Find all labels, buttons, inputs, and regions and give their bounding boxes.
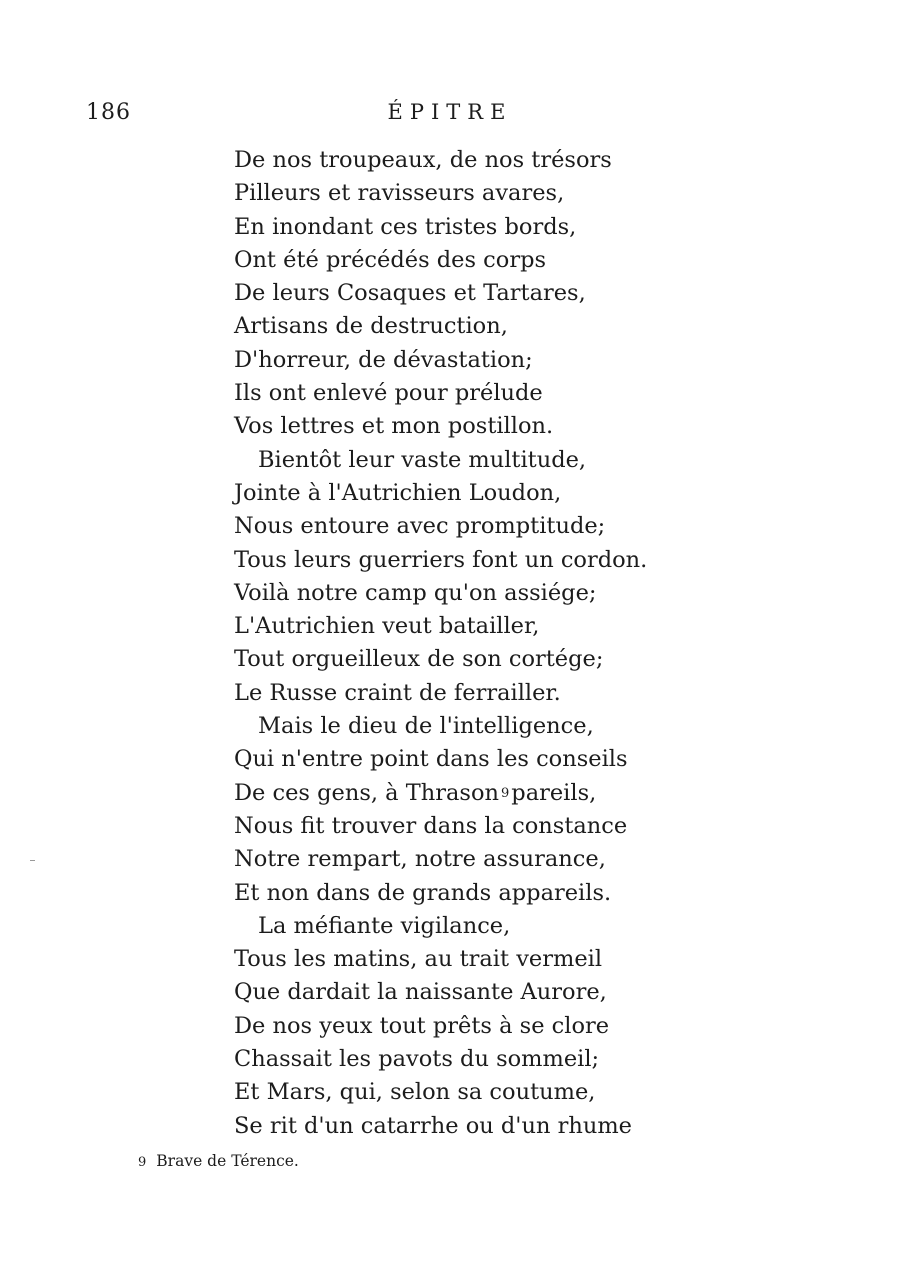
verse-text: De ces gens, à Thrason bbox=[234, 779, 500, 806]
verse-line bbox=[234, 410, 647, 443]
verse-text: Chassait les pavots du sommeil; bbox=[234, 1046, 600, 1073]
verse-line bbox=[234, 710, 647, 743]
verse-line bbox=[234, 510, 647, 543]
verse-text: D'horreur, de dévastation; bbox=[234, 346, 533, 373]
verse-text: Nous entoure avec promptitude; bbox=[234, 513, 606, 540]
footnote-number: 9 bbox=[138, 1155, 147, 1170]
verse-line bbox=[234, 344, 647, 377]
margin-speck bbox=[30, 860, 35, 861]
verse-line bbox=[234, 976, 647, 1009]
verse-line bbox=[234, 1043, 647, 1076]
verse-text: Pilleurs et ravisseurs avares, bbox=[234, 180, 565, 207]
verse-line bbox=[234, 843, 647, 876]
verse-line bbox=[234, 277, 647, 310]
verse-line bbox=[234, 544, 647, 577]
verse-line bbox=[234, 310, 647, 343]
verse-text: Voilà notre camp qu'on assiége; bbox=[234, 579, 597, 606]
verse-line bbox=[234, 743, 647, 776]
verse-text: Le Russe craint de ferrailler. bbox=[234, 679, 561, 706]
verse-line bbox=[234, 477, 647, 510]
verse-line bbox=[234, 810, 647, 843]
verse-text: Tous leurs guerriers font un cordon. bbox=[234, 546, 648, 573]
verse-line bbox=[234, 244, 647, 277]
verse-text: Ont été précédés des corps bbox=[234, 246, 547, 273]
verse-line bbox=[234, 877, 647, 910]
footnote-text: Brave de Térence. bbox=[156, 1152, 299, 1170]
verse-text: Artisans de destruction, bbox=[234, 313, 508, 340]
footnote-reference[interactable]: 9 bbox=[501, 785, 510, 801]
verse-text-continuation: pareils, bbox=[511, 779, 597, 806]
verse-text: En inondant ces tristes bords, bbox=[234, 213, 577, 240]
verse-line bbox=[234, 1010, 647, 1043]
verse-line bbox=[234, 1076, 647, 1109]
verse-text: De nos troupeaux, de nos trésors bbox=[234, 147, 612, 173]
verse-text: Que dardait la naissante Aurore, bbox=[234, 979, 607, 1006]
verse-text: Mais le dieu de l'intelligence, bbox=[258, 713, 594, 740]
poem-body bbox=[234, 144, 647, 1143]
verse-text: Vos lettres et mon postillon. bbox=[234, 413, 554, 440]
verse-text: Notre rempart, notre assurance, bbox=[234, 846, 606, 873]
verse-text: Qui n'entre point dans les conseils bbox=[234, 746, 628, 773]
verse-text: Tout orgueilleux de son cortége; bbox=[234, 646, 604, 673]
verse-line bbox=[234, 610, 647, 643]
verse-line bbox=[234, 910, 647, 943]
verse-line bbox=[234, 777, 647, 810]
verse-text: Jointe à l'Autrichien Loudon, bbox=[234, 479, 562, 506]
verse-line bbox=[234, 377, 647, 410]
verse-text: Et Mars, qui, selon sa coutume, bbox=[234, 1079, 596, 1106]
verse-line bbox=[234, 643, 647, 676]
verse-text: Tous les matins, au trait vermeil bbox=[234, 946, 603, 973]
verse-line bbox=[234, 577, 647, 610]
verse-text: De nos yeux tout prêts à se clore bbox=[234, 1012, 610, 1039]
verse-text: De leurs Cosaques et Tartares, bbox=[234, 280, 586, 307]
verse-text: Ils ont enlevé pour prélude bbox=[234, 380, 543, 407]
verse-text: Se rit d'un catarrhe ou d'un rhume bbox=[234, 1112, 632, 1139]
running-title: ÉPITRE bbox=[387, 100, 513, 124]
verse-text: La méfiante vigilance, bbox=[258, 912, 511, 939]
verse-line bbox=[234, 444, 647, 477]
verse-line bbox=[234, 1110, 647, 1143]
verse-text: Bientôt leur vaste multitude, bbox=[258, 446, 587, 473]
footnote bbox=[138, 1152, 299, 1170]
page-number: 186 bbox=[86, 100, 131, 125]
verse-line bbox=[234, 677, 647, 710]
verse-line bbox=[234, 177, 647, 210]
verse-line bbox=[234, 144, 647, 177]
verse-line bbox=[234, 943, 647, 976]
verse-text: Et non dans de grands appareils. bbox=[234, 879, 612, 906]
verse-line bbox=[234, 211, 647, 244]
verse-text: L'Autrichien veut batailler, bbox=[234, 613, 540, 640]
verse-text: Nous fit trouver dans la constance bbox=[234, 812, 628, 839]
